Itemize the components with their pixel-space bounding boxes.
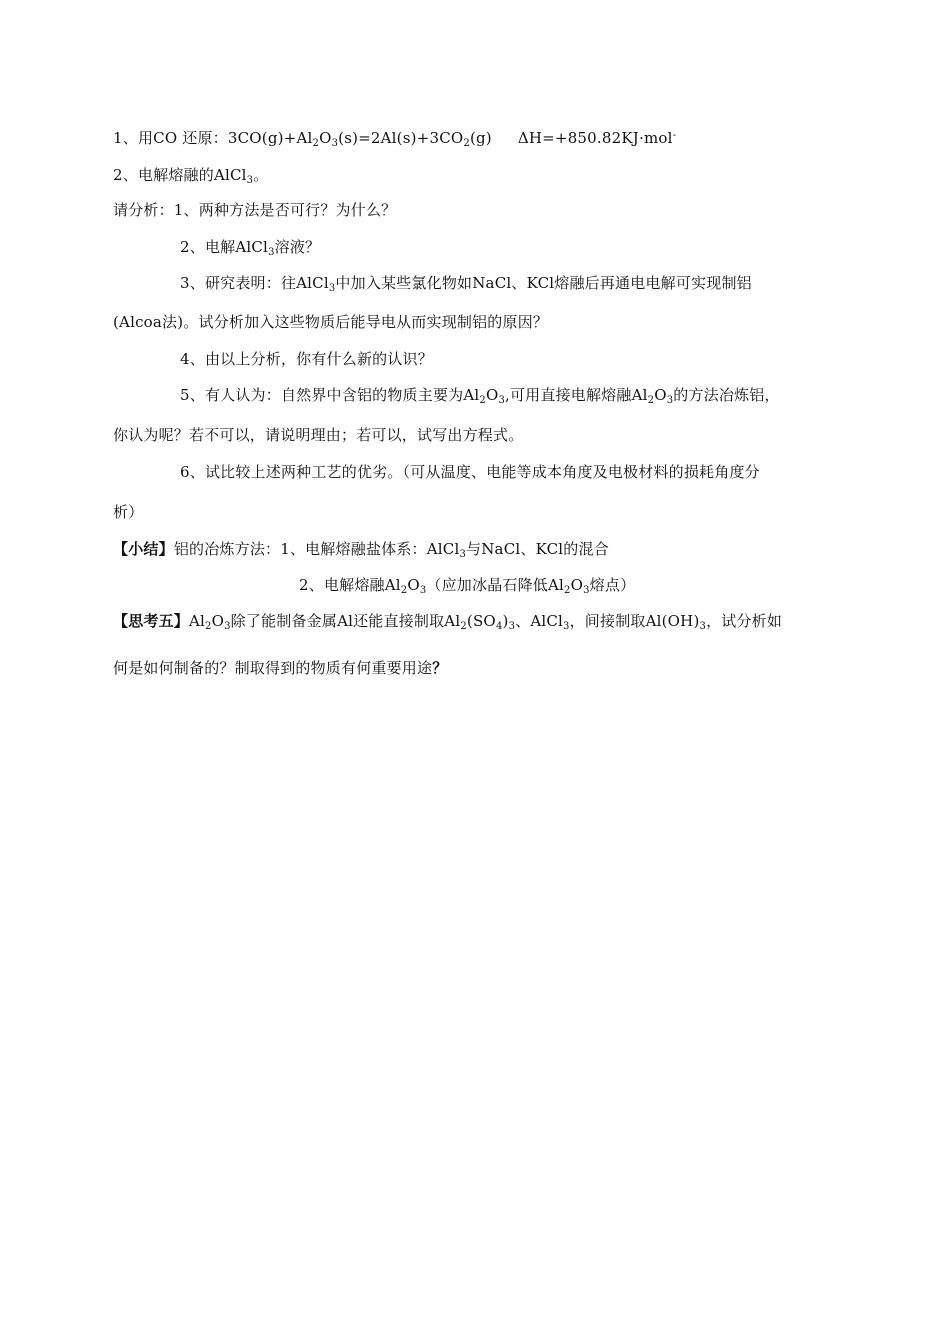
text: O (407, 576, 420, 594)
subscript: 4 (495, 621, 503, 632)
text: 3、研究表明：往AlCl (180, 274, 329, 292)
subscript: 3 (331, 138, 339, 149)
analysis-q5-cont-line: 你认为呢？若不可以，请说明理由；若可以，试写出方程式。 (113, 426, 524, 444)
think-5-line (113, 611, 782, 631)
think-heading: 【思考五】 (113, 612, 190, 630)
text: 2、电解AlCl (180, 238, 269, 256)
subscript: 3 (583, 585, 590, 596)
text: ，试分析如 (706, 612, 783, 630)
text: ,可用直接电解熔融Al (505, 386, 648, 404)
text: (g) (469, 129, 492, 147)
subscript: 3 (459, 549, 467, 560)
text: （应加冰晶石降低Al (426, 576, 565, 594)
superscript: - (672, 130, 677, 141)
text: ？ (432, 659, 448, 677)
summary-heading: 【小结】 (113, 540, 174, 558)
analysis-q4-line: 4、由以上分析，你有什么新的认识？ (180, 350, 433, 368)
subscript: 2 (460, 621, 467, 632)
subscript: 2 (463, 138, 470, 149)
text: 铝的冶炼方法：1、电解熔融盐体系：AlCl (173, 540, 460, 558)
text: 、AlCl (515, 612, 564, 630)
text: 与NaCl、KCl的混合 (466, 540, 609, 558)
text: O (211, 612, 225, 630)
text: ，间接制取Al(OH) (569, 612, 700, 630)
subscript: 3 (328, 283, 336, 294)
subscript: 3 (563, 621, 570, 632)
analysis-q2-line (180, 237, 320, 257)
text: O (570, 576, 584, 594)
text: (SO (466, 612, 496, 630)
subscript: 3 (268, 247, 275, 258)
text: 的方法冶炼铝， (673, 386, 780, 404)
analysis-q6-line: 6、试比较上述两种工艺的优劣。（可从温度、电能等成本角度及电极材料的损耗角度分 (180, 463, 760, 481)
subscript: 2 (312, 138, 320, 149)
text: 除了能制备金属Al还能直接制取Al (230, 612, 461, 630)
text: 溶液？ (274, 238, 321, 256)
subscript: 2 (205, 621, 212, 632)
text: 2、电解熔融的AlCl (113, 166, 247, 184)
subscript: 2 (479, 395, 486, 406)
text: (s)=2Al(s)+3CO (338, 129, 464, 147)
subscript: 3 (419, 585, 427, 596)
subscript: 3 (508, 621, 516, 632)
subscript: 3 (246, 175, 254, 186)
think-5-cont-line (113, 658, 447, 678)
text: 熔点） (589, 576, 636, 594)
text: O (485, 386, 499, 404)
text: Al (189, 612, 206, 630)
method-1-line (113, 128, 676, 148)
analysis-q6-cont-line: 析） (113, 503, 144, 521)
text: 中加入某些氯化物如NaCl、KCl熔融后再通电电解可实现制铝 (335, 274, 752, 292)
text: O (319, 129, 332, 147)
text: 何是如何制备的？制取得到的物质有何重要用途 (113, 659, 433, 677)
subscript: 3 (666, 395, 674, 406)
summary-item-2-line (299, 575, 635, 595)
text: 1、用CO 还原：3CO(g)+Al (113, 129, 313, 147)
analysis-q3-cont-line: (Alcoa法)。试分析加入这些物质后能导电从而实现制铝的原因？ (113, 313, 549, 331)
text: 。 (253, 166, 269, 184)
analysis-q3-line (180, 273, 752, 293)
analysis-q1-line: 请分析：1、两种方法是否可行？为什么？ (113, 201, 397, 219)
subscript: 3 (498, 395, 506, 406)
text: 2、电解熔融Al (299, 576, 401, 594)
text: ) (502, 612, 509, 630)
subscript: 2 (400, 585, 408, 596)
subscript: 2 (564, 585, 571, 596)
summary-line (113, 539, 609, 559)
analysis-q5-line (180, 385, 780, 405)
method-2-line (113, 165, 268, 185)
subscript: 3 (224, 621, 231, 632)
text: O (654, 386, 667, 404)
text: 5、有人认为：自然界中含铝的物质主要为Al (180, 386, 480, 404)
enthalpy-text: ΔH=+850.82KJ·mol (517, 129, 673, 147)
subscript: 3 (699, 621, 707, 632)
subscript: 2 (647, 395, 655, 406)
